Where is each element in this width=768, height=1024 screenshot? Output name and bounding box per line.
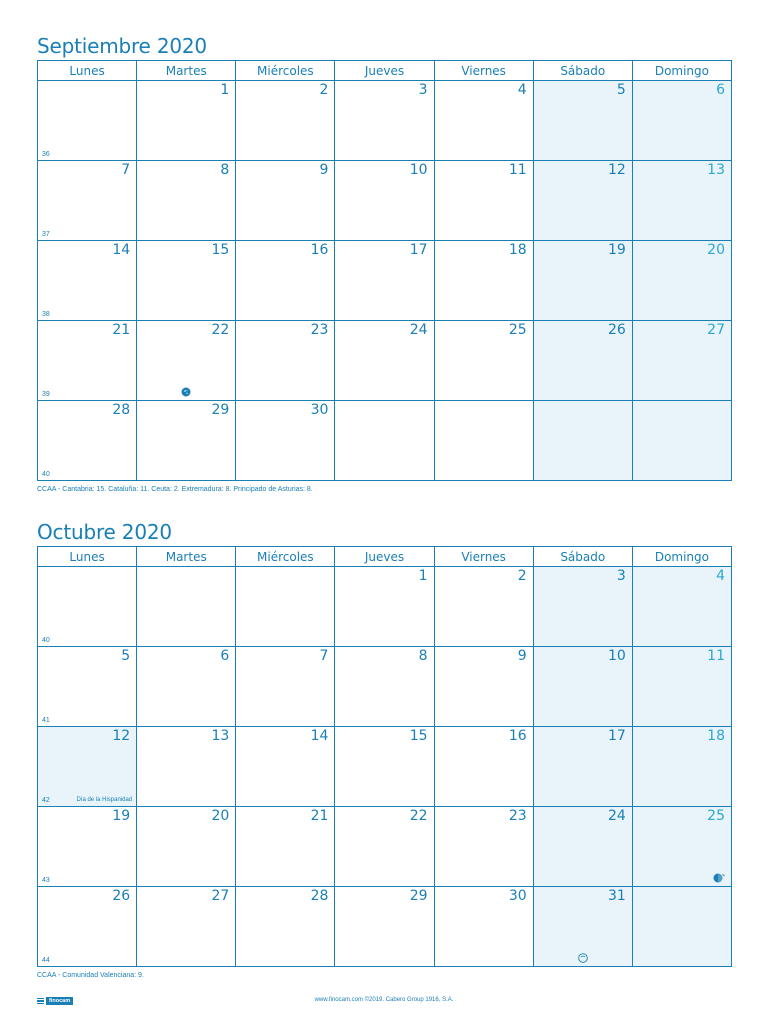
day-cell	[137, 81, 236, 161]
week-row	[38, 321, 732, 401]
day-number: 5	[121, 648, 131, 664]
regional-holidays-note: CCAA - Comunidad Valenciana: 9.	[37, 972, 144, 979]
day-cell	[632, 241, 731, 321]
day-cell	[335, 241, 434, 321]
day-cell	[434, 81, 533, 161]
new-moon-icon	[578, 953, 588, 963]
day-number: 2	[517, 568, 527, 584]
day-number: 25	[508, 322, 527, 338]
day-cell	[434, 161, 533, 241]
month-september	[37, 32, 732, 495]
day-cell	[236, 807, 335, 887]
day-number: 6	[716, 82, 725, 98]
month-title: Octubre 2020	[37, 520, 172, 544]
day-cell	[236, 647, 335, 727]
day-cell	[434, 727, 533, 807]
month-october	[37, 518, 732, 981]
day-number: 19	[608, 242, 626, 258]
day-number: 29	[409, 888, 428, 904]
day-cell	[236, 321, 335, 401]
day-number: 30	[310, 402, 329, 418]
day-number: 18	[508, 242, 527, 258]
day-cell	[38, 727, 137, 807]
week-row	[38, 567, 732, 647]
day-cell	[137, 647, 236, 727]
day-cell	[236, 567, 335, 647]
day-number: 15	[211, 242, 230, 258]
day-number: 13	[211, 728, 230, 744]
day-cell	[335, 647, 434, 727]
day-number: 4	[517, 82, 527, 98]
day-cell	[533, 321, 632, 401]
day-number: 11	[707, 648, 725, 664]
day-cell	[632, 727, 731, 807]
week-row	[38, 727, 732, 807]
day-number: 23	[508, 808, 527, 824]
week-row	[38, 807, 732, 887]
weekday-header: Lunes	[38, 547, 137, 567]
day-cell	[632, 567, 731, 647]
day-cell	[137, 401, 236, 481]
day-number: 7	[319, 648, 329, 664]
day-number: 12	[608, 162, 626, 178]
day-cell	[434, 321, 533, 401]
day-number: 14	[112, 242, 131, 258]
day-number: 10	[409, 162, 428, 178]
weekday-header: Sábado	[533, 61, 632, 81]
day-number: 3	[418, 82, 428, 98]
day-cell	[632, 887, 731, 967]
day-number: 19	[112, 808, 131, 824]
day-number: 16	[310, 242, 329, 258]
week-number: 36	[42, 151, 50, 158]
day-number: 5	[616, 82, 626, 98]
day-cell	[533, 241, 632, 321]
day-cell	[38, 321, 137, 401]
week-number: 37	[42, 231, 50, 238]
day-cell	[236, 81, 335, 161]
day-cell	[236, 727, 335, 807]
weekday-header: Domingo	[632, 61, 731, 81]
day-cell	[632, 807, 731, 887]
day-cell	[434, 887, 533, 967]
day-cell	[632, 647, 731, 727]
week-number: 43	[42, 877, 50, 884]
day-number: 30	[508, 888, 527, 904]
day-number: 29	[211, 402, 230, 418]
day-cell	[137, 321, 236, 401]
day-cell	[335, 887, 434, 967]
day-number: 20	[211, 808, 230, 824]
weekday-header: Viernes	[434, 61, 533, 81]
week-number: 44	[42, 957, 50, 964]
regional-holidays-note: CCAA - Cantabria: 15. Cataluña: 11. Ceuta: 2. Extremadura: 8. Principado de Asturias: 8.	[37, 486, 313, 493]
day-cell	[533, 807, 632, 887]
day-cell	[38, 567, 137, 647]
day-number: 1	[418, 568, 428, 584]
day-cell	[137, 567, 236, 647]
calendar-body	[38, 567, 732, 967]
month-title: Septiembre 2020	[37, 34, 207, 58]
calendar-grid	[37, 546, 732, 967]
day-number: 7	[121, 162, 131, 178]
day-number: 10	[608, 648, 626, 664]
day-cell	[38, 401, 137, 481]
day-number: 9	[517, 648, 527, 664]
day-number: 27	[707, 322, 725, 338]
day-cell	[335, 727, 434, 807]
day-cell	[335, 161, 434, 241]
day-cell	[533, 647, 632, 727]
day-cell	[236, 241, 335, 321]
day-number: 2	[319, 82, 329, 98]
day-cell	[533, 401, 632, 481]
copyright-text: www.finocam.com ©2019. Cabero Group 1916, S.A.	[314, 997, 454, 1003]
week-number: 40	[42, 471, 50, 478]
weekday-header-row	[38, 547, 732, 567]
week-number: 38	[42, 311, 50, 318]
day-cell	[137, 241, 236, 321]
weekday-header: Miércoles	[236, 61, 335, 81]
weekday-header: Lunes	[38, 61, 137, 81]
day-cell	[236, 401, 335, 481]
last-quarter-moon-icon	[713, 873, 725, 883]
day-cell	[38, 887, 137, 967]
weekday-header: Jueves	[335, 61, 434, 81]
day-cell	[236, 161, 335, 241]
day-cell	[533, 161, 632, 241]
day-cell	[434, 567, 533, 647]
day-cell	[632, 81, 731, 161]
week-row	[38, 161, 732, 241]
day-cell	[434, 807, 533, 887]
day-number: 27	[211, 888, 230, 904]
day-cell	[335, 321, 434, 401]
week-number: 39	[42, 391, 50, 398]
weekday-header: Domingo	[632, 547, 731, 567]
day-number: 16	[508, 728, 527, 744]
day-number: 8	[220, 162, 230, 178]
day-number: 3	[616, 568, 626, 584]
day-number: 18	[707, 728, 725, 744]
day-number: 28	[310, 888, 329, 904]
day-number: 20	[707, 242, 725, 258]
day-cell	[38, 241, 137, 321]
week-number: 40	[42, 637, 50, 644]
day-number: 17	[409, 242, 428, 258]
day-cell	[434, 647, 533, 727]
day-number: 14	[310, 728, 329, 744]
week-number: 41	[42, 717, 50, 724]
weekday-header: Martes	[137, 547, 236, 567]
day-number: 17	[608, 728, 626, 744]
day-number: 22	[211, 322, 230, 338]
day-cell	[533, 81, 632, 161]
page-footer	[0, 995, 768, 1009]
day-cell	[38, 807, 137, 887]
day-cell	[632, 161, 731, 241]
day-cell	[533, 727, 632, 807]
week-row	[38, 401, 732, 481]
day-number: 15	[409, 728, 428, 744]
calendar-body	[38, 81, 732, 481]
day-cell	[38, 161, 137, 241]
day-cell	[632, 321, 731, 401]
weekday-header: Jueves	[335, 547, 434, 567]
day-number: 12	[112, 728, 131, 744]
day-number: 1	[220, 82, 230, 98]
day-cell	[335, 567, 434, 647]
day-number: 21	[310, 808, 329, 824]
day-number: 9	[319, 162, 329, 178]
full-moon-icon	[181, 387, 191, 397]
day-cell	[38, 81, 137, 161]
week-number: 42	[42, 797, 50, 804]
day-number: 4	[716, 568, 725, 584]
weekday-header: Sábado	[533, 547, 632, 567]
day-number: 24	[608, 808, 626, 824]
day-cell	[137, 887, 236, 967]
calendar-grid	[37, 60, 732, 481]
day-number: 8	[418, 648, 428, 664]
day-number: 24	[409, 322, 428, 338]
week-row	[38, 241, 732, 321]
weekday-header: Viernes	[434, 547, 533, 567]
day-cell	[533, 567, 632, 647]
day-cell	[632, 401, 731, 481]
day-cell	[137, 161, 236, 241]
day-number: 21	[112, 322, 131, 338]
day-cell	[335, 81, 434, 161]
holiday-name: Día de la Hispanidad	[76, 797, 133, 803]
day-number: 26	[112, 888, 131, 904]
day-cell	[434, 401, 533, 481]
weekday-header-row	[38, 61, 732, 81]
day-number: 26	[608, 322, 626, 338]
brand-name: finocam	[46, 997, 73, 1005]
week-row	[38, 887, 732, 967]
day-cell	[38, 647, 137, 727]
day-number: 11	[508, 162, 527, 178]
day-cell	[137, 727, 236, 807]
day-cell	[335, 401, 434, 481]
day-number: 13	[707, 162, 725, 178]
week-row	[38, 81, 732, 161]
day-number: 31	[608, 888, 626, 904]
day-number: 28	[112, 402, 131, 418]
day-cell	[236, 887, 335, 967]
day-number: 25	[707, 808, 725, 824]
day-cell	[434, 241, 533, 321]
day-number: 22	[409, 808, 428, 824]
day-cell	[533, 887, 632, 967]
weekday-header: Miércoles	[236, 547, 335, 567]
day-cell	[335, 807, 434, 887]
week-row	[38, 647, 732, 727]
day-number: 23	[310, 322, 329, 338]
day-number: 6	[220, 648, 230, 664]
weekday-header: Martes	[137, 61, 236, 81]
day-cell	[137, 807, 236, 887]
